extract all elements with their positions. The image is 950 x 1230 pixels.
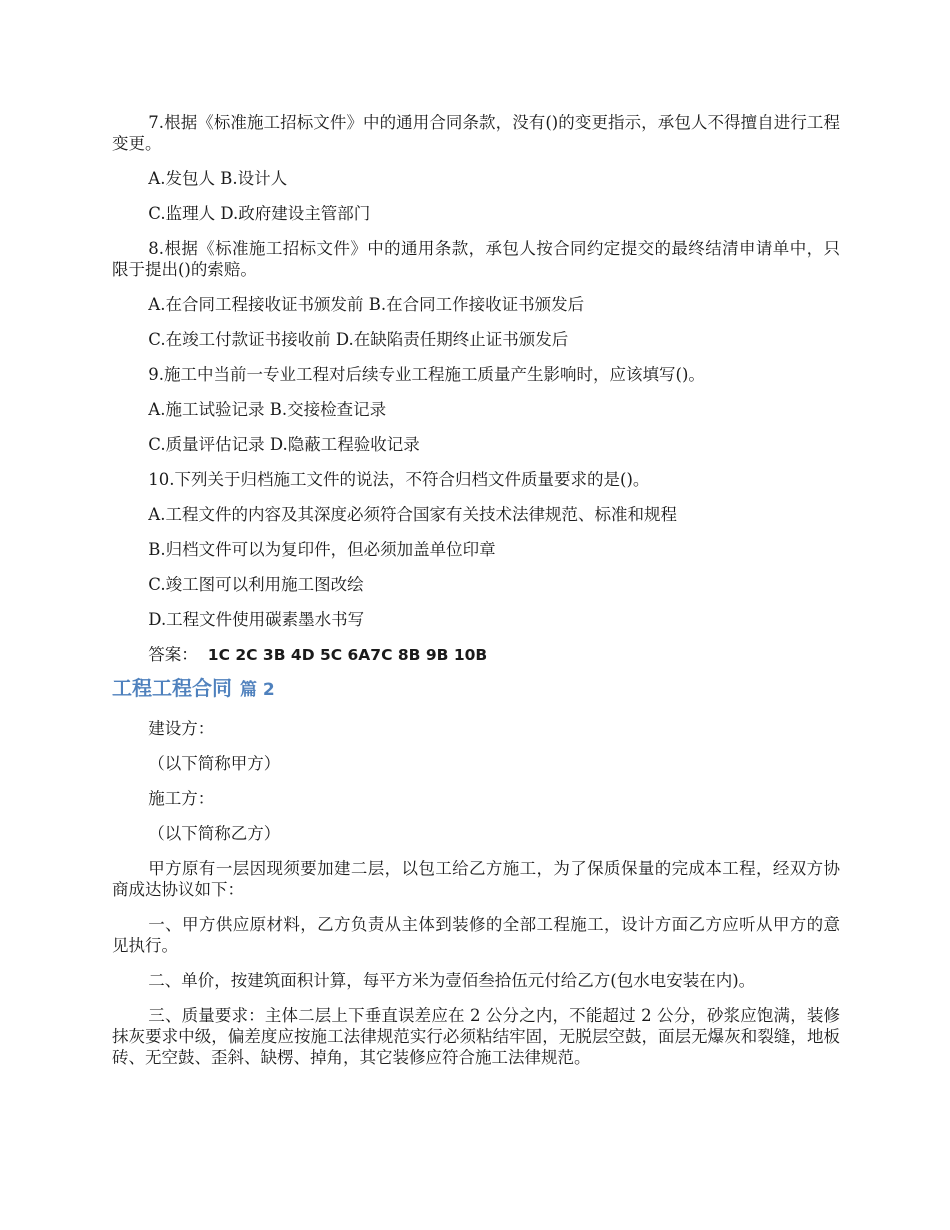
builder-label: 建设方： <box>148 719 215 738</box>
question-10-option-d: D.工程文件使用碳素墨水书写 <box>148 610 365 629</box>
contractor-label: 施工方： <box>148 789 215 808</box>
contract-paragraph-1: 一、甲方供应原材料，乙方负责从主体到装修的全部工程施工，设计方面乙方应听从甲方的意见执行。 <box>112 915 840 955</box>
party-b-note: （以下简称乙方） <box>148 824 281 843</box>
section-subtitle: 篇 2 <box>240 680 275 700</box>
document-body <box>112 112 840 1082</box>
question-10-option-b: B.归档文件可以为复印件，但必须加盖单位印章 <box>148 540 496 559</box>
question-7-stem: 7.根据《标准施工招标文件》中的通用合同条款，没有()的变更指示，承包人不得擅自进行工程变更。 <box>112 113 840 153</box>
contract-paragraph-intro: 甲方原有一层因现须要加建二层，以包工给乙方施工，为了保质保量的完成本工程，经双方协商成达协议如下： <box>112 859 840 899</box>
question-9-options-cd: C.质量评估记录 D.隐蔽工程验收记录 <box>148 435 420 454</box>
question-10-stem: 10.下列关于归档施工文件的说法，不符合归档文件质量要求的是()。 <box>148 470 650 489</box>
question-7-options-ab: A.发包人 B.设计人 <box>148 169 288 188</box>
answer-line <box>112 644 840 666</box>
question-8-options-cd: C.在竣工付款证书接收前 D.在缺陷责任期终止证书颁发后 <box>148 330 569 349</box>
question-10-option-c: C.竣工图可以利用施工图改绘 <box>148 575 364 594</box>
section-title: 工程工程合同 <box>112 676 232 700</box>
answer-label: 答案： <box>148 645 198 664</box>
question-9-stem: 9.施工中当前一专业工程对后续专业工程施工质量产生影响时，应该填写()。 <box>148 365 705 384</box>
question-10-option-a: A.工程文件的内容及其深度必须符合国家有关技术法律规范、标准和规程 <box>148 505 677 524</box>
party-a-note: （以下简称甲方） <box>148 754 281 773</box>
contract-paragraph-3: 三、质量要求：主体二层上下垂直误差应在 2 公分之内，不能超过 2 公分，砂浆应饱满，装修抹灰要求中级，偏差度应按施工法律规范实行必须粘结牢固，无脱层空鼓，面层无爆灰和裂缝，地板砖、无空鼓、歪斜、缺楞、掉角，其它装修应符合施工法律规范。 <box>112 1006 840 1067</box>
contract-paragraph-2: 二、单价，按建筑面积计算，每平方米为壹佰叁拾伍元付给乙方(包水电安装在内)。 <box>148 971 756 990</box>
answer-key: 1C 2C 3B 4D 5C 6A7C 8B 9B 10B <box>207 646 488 664</box>
question-9-options-ab: A.施工试验记录 B.交接检查记录 <box>148 400 387 419</box>
section-heading <box>112 672 840 706</box>
question-8-stem: 8.根据《标准施工招标文件》中的通用条款，承包人按合同约定提交的最终结清申请单中，只限于提出()的索赔。 <box>112 239 840 279</box>
question-7-options-cd: C.监理人 D.政府建设主管部门 <box>148 204 371 223</box>
question-8-options-ab: A.在合同工程接收证书颁发前 B.在合同工作接收证书颁发后 <box>148 295 585 314</box>
